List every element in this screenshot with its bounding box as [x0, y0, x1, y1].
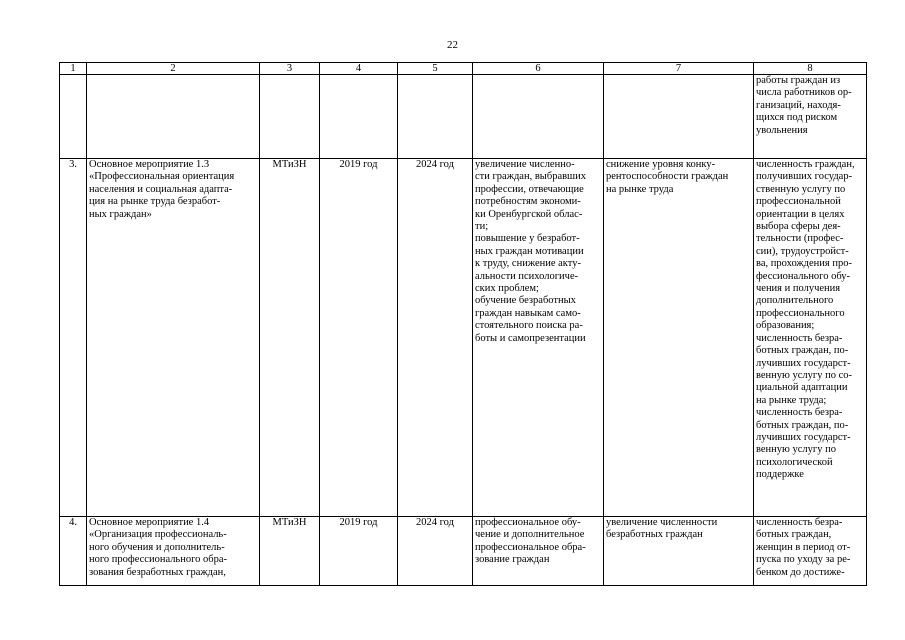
- row-number: 3.: [60, 159, 87, 517]
- table-row-continuation: [60, 75, 867, 159]
- event-text: Основное мероприятие 1.3 «Профессиональная ориентация населения и социальная адапта- ция на рынке труда безработ- ных граждан»: [89, 159, 235, 220]
- start-year-cell: 2019 год: [320, 159, 398, 517]
- column-number-7: 7: [604, 63, 754, 75]
- empty-cell: [473, 75, 604, 159]
- column-number-8: 8: [754, 63, 867, 75]
- indicator-text: численность граждан, получивших государ- ственную услугу по профессиональной ориентации в целях выбора сферы дея- тельности (профес- сии), трудоустройст- ва, прохождения про- фессионального обу- чения и получения дополнительного профессионального образования; численность безра- ботных граждан, по- лучивших государст- венную услугу по со- циальной адаптации на рынке труда; численность безра- ботных граждан, по- лучивших государст- венную услугу по психологической поддержке: [756, 159, 855, 481]
- expected-result-cell: [473, 159, 604, 517]
- consequences-text: снижение уровня конку- рентоспособности граждан на рынке труда: [606, 159, 729, 195]
- table-row: [60, 517, 867, 586]
- empty-cell: [398, 75, 473, 159]
- empty-cell: [60, 75, 87, 159]
- start-year-cell: 2019 год: [320, 517, 398, 586]
- expected-result-text: увеличение численно- сти граждан, выбравших профессии, отвечающие потребностям экономи- ки Оренбургской облас- ти; повышение у безработ- ных граждан мотивации к труду, снижение акту- альности психологиче- ских проблем; обучение безработных граждан навыкам само- стоятельного поиска ра- боты и самопрезентации: [475, 159, 587, 344]
- indicator-cell: [754, 75, 867, 159]
- executor-cell: МТиЗН: [260, 159, 320, 517]
- consequences-cell: [604, 159, 754, 517]
- column-number-row: [60, 63, 867, 75]
- event-cell: [87, 159, 260, 517]
- table-row: [60, 159, 867, 517]
- empty-cell: [320, 75, 398, 159]
- event-text: Основное мероприятие 1.4 «Организация профессиональ- ного обучения и дополнитель- ного профессионального обра- зования безработных граждан,: [89, 517, 228, 578]
- empty-cell: [260, 75, 320, 159]
- executor-cell: МТиЗН: [260, 517, 320, 586]
- column-number-2: 2: [87, 63, 260, 75]
- end-year-cell: 2024 год: [398, 517, 473, 586]
- empty-cell: [604, 75, 754, 159]
- column-number-6: 6: [473, 63, 604, 75]
- row-number: 4.: [60, 517, 87, 586]
- column-number-3: 3: [260, 63, 320, 75]
- program-table: [59, 62, 867, 586]
- event-cell: [87, 517, 260, 586]
- expected-result-text: профессиональное обу- чение и дополнительное профессиональное обра- зование граждан: [475, 517, 586, 566]
- page-number: 22: [447, 39, 458, 51]
- consequences-text: увеличение численности безработных граждан: [606, 517, 718, 541]
- expected-result-cell: [473, 517, 604, 586]
- column-number-4: 4: [320, 63, 398, 75]
- end-year-cell: 2024 год: [398, 159, 473, 517]
- indicator-text: численность безра- ботных граждан, женщин в период от- пуска по уходу за ре- бенком до достиже-: [756, 517, 851, 578]
- column-number-5: 5: [398, 63, 473, 75]
- indicator-cell: [754, 517, 867, 586]
- indicator-text: работы граждан из числа работников ор- ганизаций, находя- щихся под риском увольнения: [756, 75, 852, 136]
- column-number-1: 1: [60, 63, 87, 75]
- consequences-cell: [604, 517, 754, 586]
- indicator-cell: [754, 159, 867, 517]
- empty-cell: [87, 75, 260, 159]
